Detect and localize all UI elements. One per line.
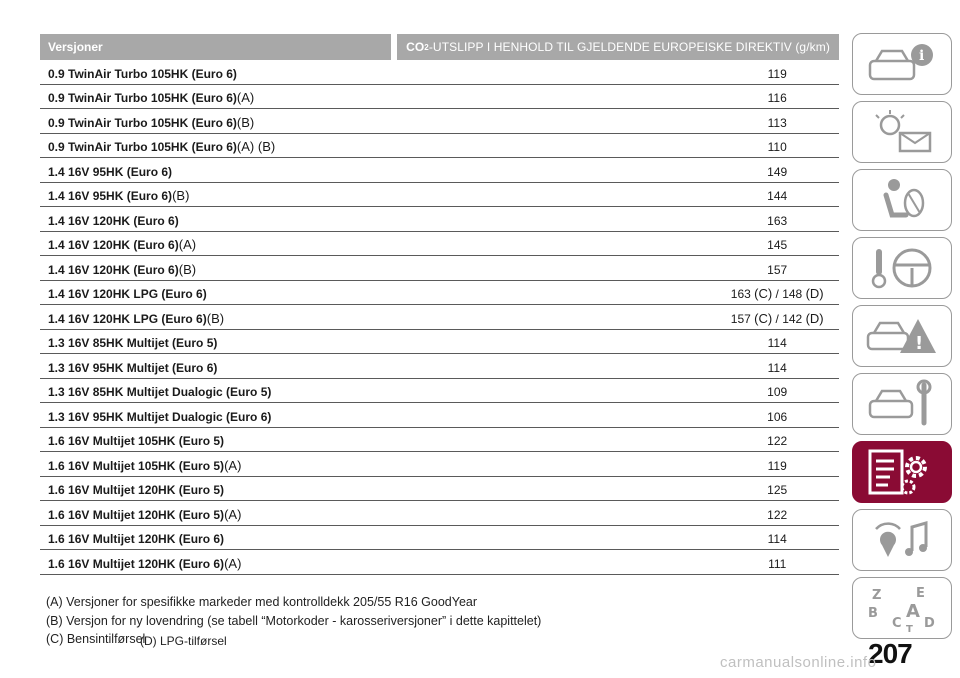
version-name: 1.6 16V Multijet 105HK (Euro 5) [48, 458, 225, 473]
table-row [40, 354, 839, 379]
co2-cell [715, 263, 839, 277]
version-cell [40, 385, 338, 399]
index-letter: A [906, 601, 920, 622]
version-name: 1.3 16V 85HK Multijet Dualogic (Euro 5) [48, 385, 272, 399]
version-name: 0.9 TwinAir Turbo 105HK (Euro 6) [48, 66, 237, 81]
version-cell [40, 90, 338, 105]
svg-text:i: i [919, 48, 925, 64]
watermark: carmanualsonline.info [720, 654, 877, 671]
version-name: 1.4 16V 95HK (Euro 6) [48, 189, 173, 203]
co2-value-lpg: 148 [782, 287, 803, 301]
seat-airbag-icon [862, 175, 942, 225]
co2-value: 122 [767, 507, 788, 522]
table-row [40, 403, 839, 428]
version-name: 0.9 TwinAir Turbo 105HK (Euro 6) [48, 140, 237, 154]
co2-value-lpg: 142 [782, 311, 803, 326]
table-row [40, 428, 839, 453]
co2-column-header [397, 34, 839, 60]
footnote-c: (C) Bensintilførsel [46, 632, 146, 646]
footnote-b: (B) Versjon for ny lovendring (se tabell “Motorkoder - karosseriversjoner” i dette kapittelet) [46, 614, 542, 628]
index-letter: Z [872, 588, 882, 603]
co2-cell: 157 (C) / 142 (D) [730, 310, 824, 326]
version-note: (B) [206, 310, 225, 326]
tab-starting-driving[interactable] [852, 237, 952, 299]
version-note: (A) [178, 237, 197, 252]
co2-cell [715, 116, 839, 130]
multimedia-icon [862, 515, 942, 565]
co2-cell [715, 189, 839, 203]
chapter-sidebar [852, 33, 954, 645]
version-cell [40, 311, 338, 326]
co2-value: 114 [767, 336, 787, 350]
table-row [40, 452, 839, 477]
index-letter: D [924, 616, 935, 631]
table-row [40, 330, 839, 355]
version-cell [40, 115, 338, 130]
version-name: 1.6 16V Multijet 105HK (Euro 5) [48, 434, 225, 448]
version-name: 1.4 16V 95HK (Euro 6) [48, 164, 173, 179]
version-cell [40, 287, 338, 301]
version-name: 0.9 TwinAir Turbo 105HK (Euro 6) [48, 115, 237, 130]
table-row [40, 183, 839, 208]
version-note: (A) [224, 555, 242, 571]
table-row [40, 501, 839, 526]
table-row [40, 109, 839, 134]
tab-safety[interactable] [852, 169, 952, 231]
footnote-a: (A) Versjoner for spesifikke markeder med kontrolldekk 205/55 R16 GoodYear [46, 595, 478, 609]
co2-value: 157 [730, 311, 751, 326]
value-note: (C) [754, 310, 773, 326]
version-note: (A) [224, 506, 242, 522]
svg-text:!: ! [915, 333, 924, 354]
co2-value: 111 [768, 556, 787, 571]
table-row [40, 526, 839, 551]
co2-value: 145 [767, 238, 788, 252]
version-cell [40, 556, 338, 571]
tab-technical-data[interactable] [852, 441, 952, 503]
car-info-icon [862, 39, 942, 89]
table-row [40, 232, 839, 257]
version-name: 1.3 16V 95HK Multijet (Euro 6) [48, 360, 218, 375]
table-row [40, 305, 839, 330]
co2-value: 144 [767, 189, 788, 203]
index-letter: E [916, 586, 925, 601]
versions-column-header: Versjoner [40, 34, 391, 60]
co2-cell [715, 459, 839, 473]
co2-value: 114 [767, 532, 787, 546]
version-name: 1.3 16V 95HK Multijet Dualogic (Euro 6) [48, 409, 272, 424]
table-row [40, 207, 839, 232]
version-cell [40, 139, 338, 154]
version-cell [40, 507, 338, 522]
co2-table [40, 34, 839, 575]
co2-value: 149 [767, 164, 788, 179]
co2-value: 125 [767, 483, 788, 497]
version-cell [40, 67, 338, 81]
page-number: 207 [868, 638, 912, 669]
version-cell [40, 458, 338, 473]
version-cell [40, 434, 338, 448]
version-note: (B) [172, 188, 190, 203]
version-name: 1.4 16V 120HK LPG (Euro 6) [48, 287, 207, 301]
version-cell [40, 532, 338, 546]
table-row [40, 379, 839, 404]
co2-value: 113 [767, 115, 787, 130]
warning-lights-icon [862, 107, 942, 157]
co2-value: 163 [767, 213, 788, 228]
tab-warning-lights[interactable] [852, 101, 952, 163]
co2-value: 119 [767, 458, 787, 473]
co2-value: 110 [767, 140, 787, 154]
value-note: (D) [805, 286, 824, 301]
co2-cell [715, 361, 839, 375]
alphabet-index-icon [862, 583, 942, 633]
steering-key-icon [862, 243, 942, 293]
tab-car-info[interactable] [852, 33, 952, 95]
tab-index[interactable] [852, 577, 952, 639]
version-name: 1.4 16V 120HK (Euro 6) [48, 262, 179, 277]
version-note: (A) [224, 457, 242, 473]
co2-cell [715, 165, 839, 179]
co2-value: 122 [767, 434, 788, 448]
co2-cell [715, 557, 839, 571]
co2-cell [715, 140, 839, 154]
co2-cell [715, 410, 839, 424]
version-name: 1.3 16V 85HK Multijet (Euro 5) [48, 336, 218, 350]
specs-gear-icon [862, 447, 942, 497]
co2-cell [715, 336, 839, 350]
table-header [40, 34, 839, 60]
index-letter: C [892, 616, 902, 631]
version-cell [40, 336, 338, 350]
co2-cell [715, 508, 839, 522]
version-name: 1.6 16V Multijet 120HK (Euro 6) [48, 556, 225, 571]
table-row [40, 158, 839, 183]
version-cell [40, 361, 338, 375]
co2-cell [715, 483, 839, 497]
co2-value: 114 [767, 360, 787, 375]
table-row [40, 281, 839, 306]
co2-cell [715, 214, 839, 228]
table-row [40, 134, 839, 159]
co2-cell [715, 532, 839, 546]
co2-value: 109 [767, 385, 788, 399]
co2-cell [715, 67, 839, 81]
co2-header-text: -UTSLIPP I HENHOLD TIL GJELDENDE EUROPEISKE DIREKTIV (g/km) [428, 40, 830, 54]
version-note: (A) [236, 90, 255, 105]
value-note: (C) [754, 286, 773, 301]
co2-value: 163 [730, 287, 751, 301]
co2-cell: 163 (C) / 148 (D) [730, 286, 824, 301]
table-row [40, 60, 839, 85]
tab-emergency[interactable] [852, 305, 952, 367]
co2-value: 157 [767, 262, 788, 277]
co2-prefix: CO [406, 40, 425, 54]
index-letter: B [868, 606, 878, 621]
version-name: 1.4 16V 120HK (Euro 6) [48, 213, 179, 228]
tab-multimedia[interactable] [852, 509, 952, 571]
co2-value: 116 [767, 91, 787, 105]
co2-value: 106 [767, 409, 788, 424]
value-note: (D) [805, 310, 824, 326]
table-row [40, 550, 839, 575]
tab-maintenance[interactable] [852, 373, 952, 435]
co2-cell [715, 385, 839, 399]
table-row [40, 477, 839, 502]
co2-cell [715, 91, 839, 105]
version-name: 1.4 16V 120HK LPG (Euro 6) [48, 311, 207, 326]
version-cell [40, 483, 338, 497]
car-warning-icon [862, 311, 942, 361]
co2-cell [715, 434, 839, 448]
version-name: 1.6 16V Multijet 120HK (Euro 5) [48, 507, 225, 522]
version-cell [40, 214, 338, 228]
version-cell [40, 165, 338, 179]
co2-cell [715, 238, 839, 252]
version-name: 1.4 16V 120HK (Euro 6) [48, 238, 179, 252]
version-cell [40, 410, 338, 424]
version-note: (B) [236, 114, 255, 130]
version-name: 0.9 TwinAir Turbo 105HK (Euro 6) [48, 91, 237, 105]
table-body [40, 60, 839, 575]
car-wrench-icon [862, 379, 942, 429]
footnote-d: (D) LPG-tilførsel [140, 634, 227, 648]
version-note: (B) [178, 261, 197, 277]
table-row [40, 256, 839, 281]
version-cell [40, 237, 338, 252]
version-cell [40, 188, 338, 203]
version-name: 1.6 16V Multijet 120HK (Euro 6) [48, 532, 225, 546]
co2-value: 119 [767, 66, 787, 81]
version-cell [40, 262, 338, 277]
version-note: (A) (B) [236, 139, 276, 154]
table-row [40, 85, 839, 110]
index-letter: T [906, 624, 913, 633]
version-name: 1.6 16V Multijet 120HK (Euro 5) [48, 483, 225, 497]
co2-subscript: 2 [424, 42, 429, 52]
